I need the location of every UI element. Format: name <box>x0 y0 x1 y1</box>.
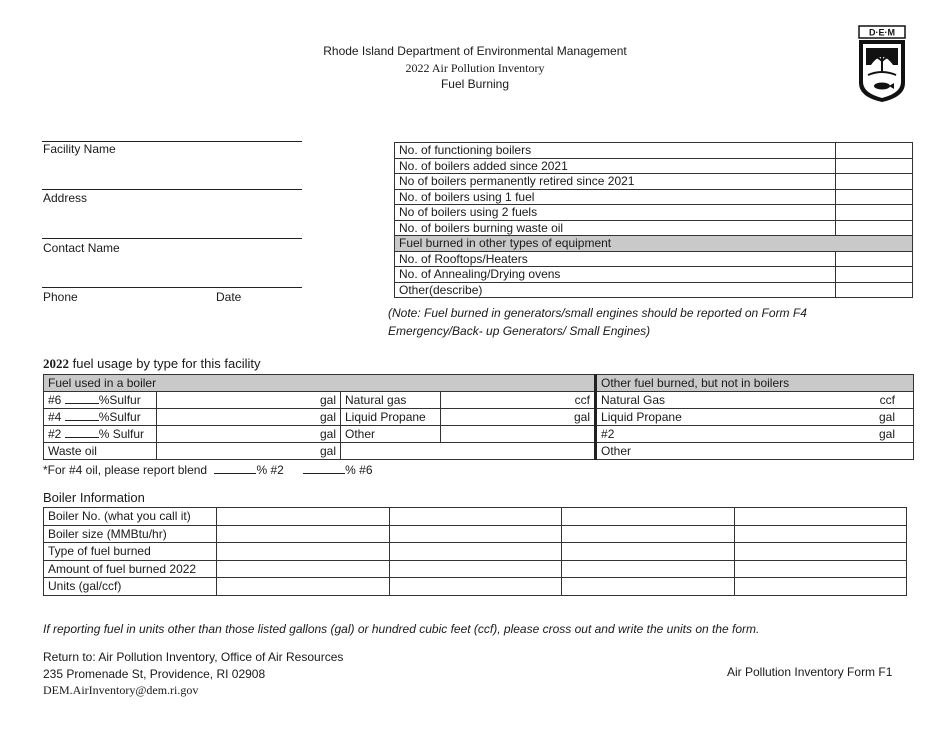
count-input[interactable] <box>836 220 913 236</box>
email-address[interactable]: DEM.AirInventory@dem.ri.gov <box>43 683 199 697</box>
empty-cell <box>341 443 596 460</box>
table-row <box>395 143 913 159</box>
table-row <box>44 409 914 426</box>
sulfur-label: % Sulfur <box>98 427 145 441</box>
fuel-type-label: Liquid Propane <box>341 409 441 426</box>
boiler-cell[interactable] <box>389 560 562 578</box>
sulfur-blank[interactable] <box>65 410 99 421</box>
other-fuel-unit: ccf <box>879 393 896 407</box>
amount-cell[interactable] <box>441 426 596 443</box>
boiler-cell[interactable] <box>389 578 562 596</box>
other-fuel-header: Other fuel burned, but not in boilers <box>596 375 914 392</box>
other-fuel-label: Liquid Propane <box>601 410 682 424</box>
table-row <box>44 543 907 561</box>
equipment-count-table <box>394 142 913 298</box>
table-row <box>44 443 914 460</box>
count-input[interactable] <box>836 143 913 159</box>
boiler-cell[interactable] <box>562 508 735 526</box>
other-fuel-unit: gal <box>879 427 896 441</box>
fuel-usage-table <box>43 374 914 460</box>
amount-cell[interactable]: gal <box>157 392 341 409</box>
contact-name-line[interactable] <box>42 238 302 239</box>
boiler-cell[interactable] <box>389 508 562 526</box>
other-equipment-header-row <box>395 236 913 252</box>
other-fuel-cell[interactable] <box>596 426 914 443</box>
boiler-cell[interactable] <box>562 578 735 596</box>
amount-cell[interactable]: gal <box>157 443 341 460</box>
other-fuel-label: #2 <box>601 427 615 441</box>
row-label: No. of Rooftops/Heaters <box>395 251 836 267</box>
boiler-cell[interactable] <box>562 560 735 578</box>
boiler-cell[interactable] <box>734 525 907 543</box>
boiler-cell[interactable] <box>389 525 562 543</box>
table-row <box>395 158 913 174</box>
dem-logo <box>858 25 906 103</box>
blend-line <box>43 463 373 477</box>
fuel-type-label: #6 <box>48 393 62 407</box>
amount-cell[interactable]: gal <box>441 409 596 426</box>
other-equipment-header: Fuel burned in other types of equipment <box>395 236 913 252</box>
units-note: If reporting fuel in units other than those listed gallons (gal) or hundred cubic feet (ccf), please cross out and write the units on the form. <box>43 622 760 636</box>
fuel-type-cell[interactable] <box>44 392 157 409</box>
count-input[interactable] <box>836 205 913 221</box>
row-label: Type of fuel burned <box>44 543 217 561</box>
amount-cell[interactable]: ccf <box>441 392 596 409</box>
row-label: No. of boilers using 1 fuel <box>395 189 836 205</box>
table-row <box>44 578 907 596</box>
sulfur-blank[interactable] <box>65 427 99 438</box>
table-row <box>395 189 913 205</box>
boiler-cell[interactable] <box>217 525 390 543</box>
phone-label: Phone <box>43 290 78 304</box>
sulfur-blank[interactable] <box>65 393 99 404</box>
table-row <box>44 426 914 443</box>
fuel-type-label: Natural gas <box>341 392 441 409</box>
blend-label: *For #4 oil, please report blend <box>43 463 208 477</box>
boiler-cell[interactable] <box>217 508 390 526</box>
boiler-cell[interactable] <box>734 560 907 578</box>
table-row <box>395 267 913 283</box>
boiler-cell[interactable] <box>217 560 390 578</box>
row-label: Amount of fuel burned 2022 <box>44 560 217 578</box>
row-label: Boiler size (MMBtu/hr) <box>44 525 217 543</box>
boiler-cell[interactable] <box>389 543 562 561</box>
table-row <box>395 220 913 236</box>
row-label: No. of boilers burning waste oil <box>395 220 836 236</box>
address-label: Address <box>43 191 88 205</box>
fuel-type-cell[interactable] <box>44 426 157 443</box>
blend-unit-2: % #2 <box>256 463 284 477</box>
amount-cell[interactable]: gal <box>157 409 341 426</box>
form-header <box>0 43 950 93</box>
form-id: Air Pollution Inventory Form F1 <box>727 665 893 679</box>
row-label: No of boilers permanently retired since 2021 <box>395 174 836 190</box>
department-title: Rhode Island Department of Environmental Management <box>323 44 627 58</box>
boiler-cell[interactable] <box>217 578 390 596</box>
table-row <box>395 282 913 298</box>
fuel-usage-year: 2022 <box>43 356 69 371</box>
boiler-cell[interactable] <box>217 543 390 561</box>
fuel-header-row <box>44 375 914 392</box>
fuel-type-cell[interactable] <box>44 409 157 426</box>
boiler-cell[interactable] <box>734 578 907 596</box>
table-row <box>44 560 907 578</box>
fuel-type-label: Waste oil <box>44 443 157 460</box>
return-to-line: Return to: Air Pollution Inventory, Office of Air Resources <box>43 650 344 664</box>
svg-text:D·E·M: D·E·M <box>869 27 895 38</box>
table-row <box>44 525 907 543</box>
sulfur-label: %Sulfur <box>98 410 141 424</box>
count-input[interactable] <box>836 158 913 174</box>
row-label: No. of boilers added since 2021 <box>395 158 836 174</box>
other-fuel-unit: gal <box>879 410 896 424</box>
inventory-year-title: 2022 Air Pollution Inventory <box>405 60 545 75</box>
row-label: No. of functioning boilers <box>395 143 836 159</box>
table-row <box>395 251 913 267</box>
row-label: No of boilers using 2 fuels <box>395 205 836 221</box>
other-fuel-cell[interactable] <box>596 443 914 460</box>
table-row <box>395 205 913 221</box>
boiler-cell[interactable] <box>562 543 735 561</box>
generator-note <box>388 305 838 340</box>
address-line[interactable] <box>42 189 302 190</box>
fuel-usage-title-text: fuel usage by type for this facility <box>69 356 261 371</box>
amount-cell[interactable]: gal <box>157 426 341 443</box>
other-fuel-cell[interactable] <box>596 409 914 426</box>
boiler-cell[interactable] <box>562 525 735 543</box>
street-address: 235 Promenade St, Providence, RI 02908 <box>43 666 266 681</box>
blend-unit-6: % #6 <box>345 463 373 477</box>
table-row <box>44 508 907 526</box>
boiler-fuel-header: Fuel used in a boiler <box>44 375 596 392</box>
count-input[interactable] <box>836 174 913 190</box>
other-fuel-label: Natural Gas <box>601 393 666 407</box>
return-address <box>43 649 343 699</box>
fuel-type-label: Other <box>341 426 441 443</box>
phone-date-line[interactable] <box>42 287 302 288</box>
note-line-1: (Note: Fuel burned in generators/small engines should be reported on Form F4 <box>388 306 807 320</box>
facility-name-label: Facility Name <box>43 142 116 156</box>
boiler-cell[interactable] <box>734 543 907 561</box>
contact-name-label: Contact Name <box>43 241 120 255</box>
blend-blank-2[interactable] <box>214 463 256 474</box>
table-row <box>395 174 913 190</box>
count-input[interactable] <box>836 189 913 205</box>
other-fuel-label: Other <box>601 444 632 458</box>
other-fuel-cell[interactable] <box>596 392 914 409</box>
row-label: Units (gal/ccf) <box>44 578 217 596</box>
fuel-type-label: #2 <box>48 427 62 441</box>
table-row <box>44 392 914 409</box>
sulfur-label: %Sulfur <box>98 393 141 407</box>
count-input[interactable] <box>836 282 913 298</box>
date-label: Date <box>216 290 242 304</box>
blend-blank-6[interactable] <box>303 463 345 474</box>
boiler-cell[interactable] <box>734 508 907 526</box>
count-input[interactable] <box>836 251 913 267</box>
form-subject-title: Fuel Burning <box>440 77 510 91</box>
boiler-info-title: Boiler Information <box>43 490 145 505</box>
fuel-usage-title <box>43 356 260 372</box>
count-input[interactable] <box>836 267 913 283</box>
row-label: Boiler No. (what you call it) <box>44 508 217 526</box>
row-label: Other(describe) <box>395 282 836 298</box>
row-label: No. of Annealing/Drying ovens <box>395 267 836 283</box>
boiler-info-table <box>43 507 907 596</box>
fuel-type-label: #4 <box>48 410 62 424</box>
note-line-2: Emergency/Back- up Generators/ Small Engines) <box>388 323 651 338</box>
